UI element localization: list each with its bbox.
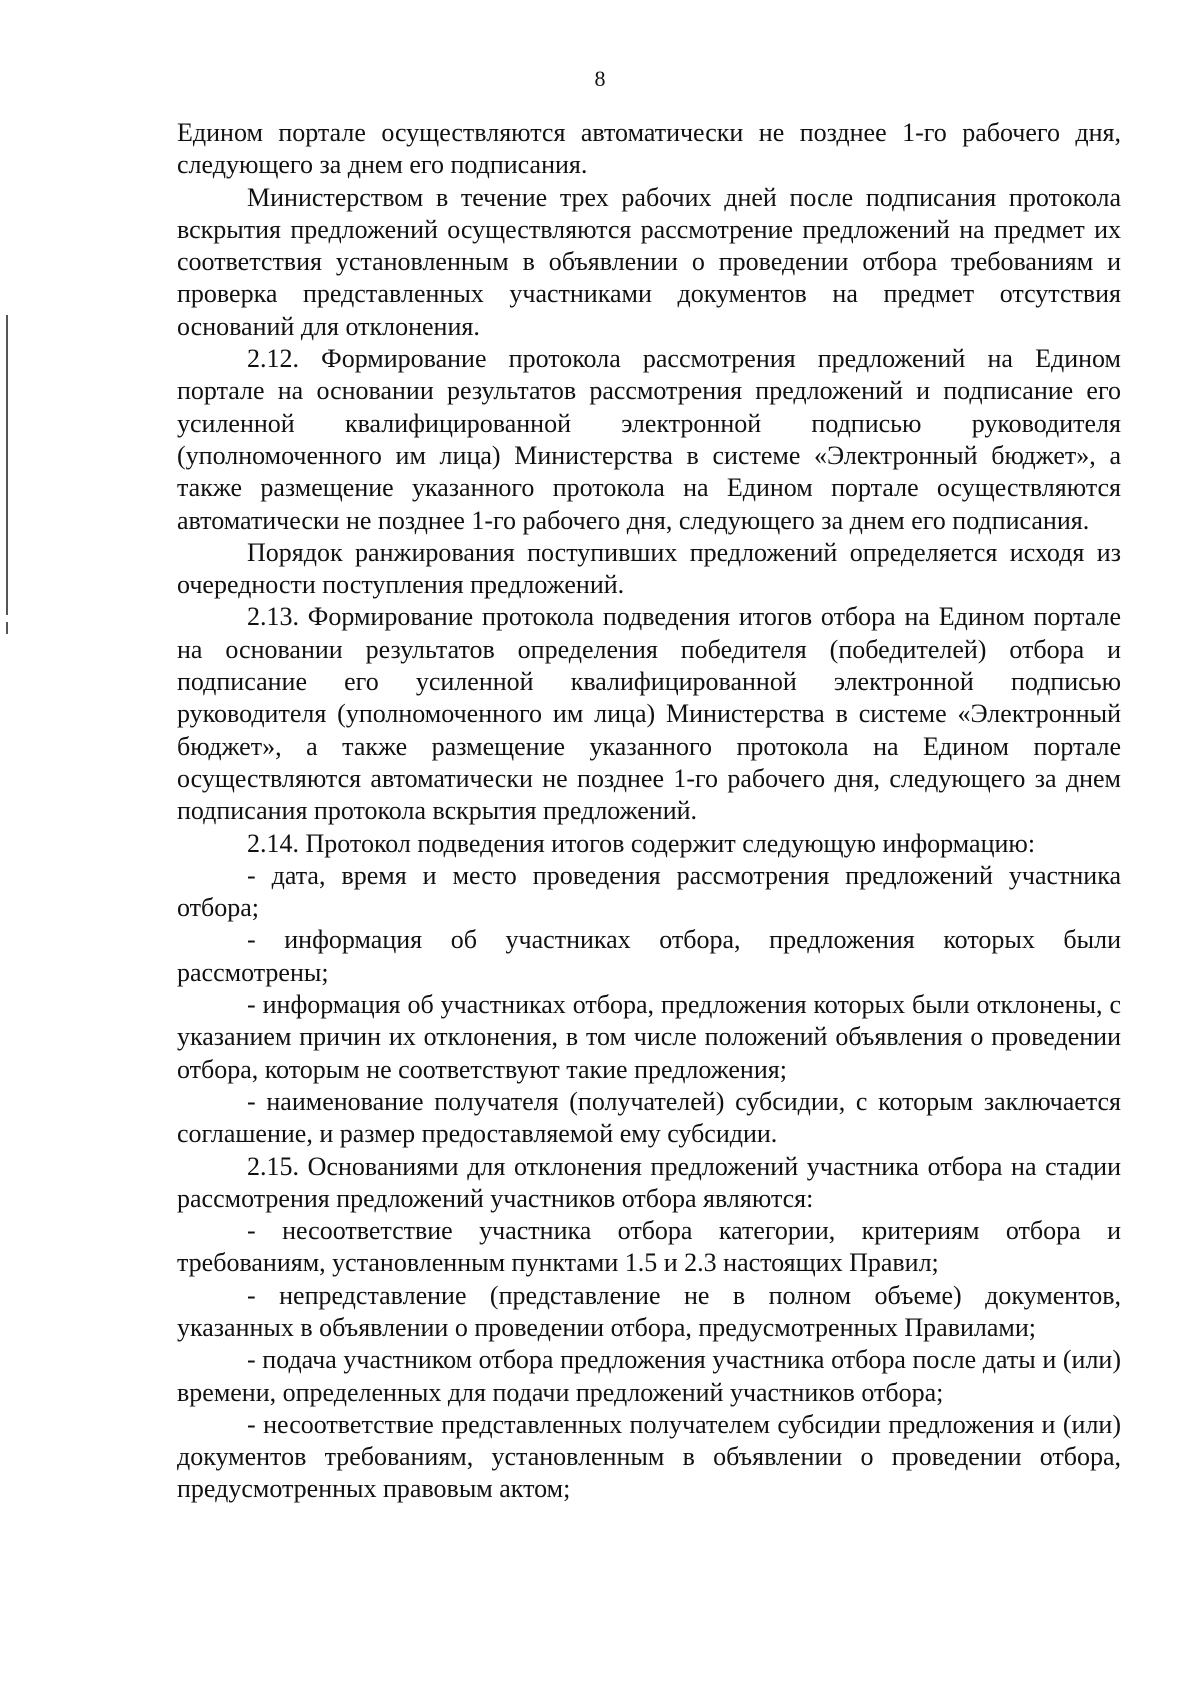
scan-margin-mark	[6, 622, 8, 634]
list-item: - несоответствие представленных получателем субсидии предложения и (или) документов требованиям, установленным в объявлении о проведении отбора, предусмотренных правовым актом;	[177, 1409, 1121, 1504]
list-item: - несоответствие участника отбора категории, критериям отбора и требованиям, установленным пунктами 1.5 и 2.3 настоящих Правил;	[177, 1216, 1121, 1278]
list-item: - наименование получателя (получателей) субсидии, с которым заключается соглашение, и размер предоставляемой ему субсидии.	[177, 1086, 1121, 1149]
paragraph: 2.15. Основаниями для отклонения предложений участника отбора на стадии рассмотрения предложений участников отбора являются:	[177, 1151, 1121, 1213]
paragraph: Едином портале осуществляются автоматически не позднее 1-го рабочего дня, следующего за днем его подписания.	[177, 118, 1121, 180]
list-item: - информация об участниках отбора, предложения которых были отклонены, с указанием причин их отклонения, в том числе положений объявления о проведении отбора, которым не соответствуют такие предложения;	[177, 990, 1121, 1084]
paragraph: Министерством в течение трех рабочих дней после подписания протокола вскрытия предложений осуществляются рассмотрение предложений на предмет их соответствия установленным в объявлении о проведении отбора требованиям и проверка представленных участниками документов на предмет отсутствия оснований для отклонения.	[177, 182, 1121, 341]
page-number: 8	[594, 66, 606, 91]
document-body	[177, 117, 1121, 1506]
list-item: - информация об участниках отбора, предложения которых были рассмотрены;	[177, 925, 1121, 987]
paragraph: 2.12. Формирование протокола рассмотрения предложений на Едином портале на основании результатов рассмотрения предложений и подписание его усиленной квалифицированной электронной подписью руководителя (уполномоченного им лица) Министерства в системе «Электронный бюджет», а также размещение указанного протокола на Едином портале осуществляются автоматически не позднее 1-го рабочего дня, следующего за днем его подписания.	[177, 344, 1121, 535]
paragraph: 2.14. Протокол подведения итогов содержит следующую информацию:	[247, 828, 1036, 858]
paragraph: Порядок ранжирования поступивших предложений определяется исходя из очередности поступления предложений.	[177, 537, 1121, 600]
list-item: - непредставление (представление не в полном объеме) документов, указанных в объявлении о проведении отбора, предусмотренных Правилами;	[177, 1280, 1121, 1342]
list-item: - подача участником отбора предложения участника отбора после даты и (или) времени, определенных для подачи предложений участников отбора;	[177, 1345, 1121, 1407]
paragraph: 2.13. Формирование протокола подведения итогов отбора на Едином портале на основании результатов определения победителя (победителей) отбора и подписание его усиленной квалифицированной электронной подписью руководителя (уполномоченного им лица) Министерства в системе «Электронный бюджет», а также размещение указанного протокола на Едином портале осуществляются автоматически не позднее 1-го рабочего дня, следующего за днем подписания протокола вскрытия предложений.	[177, 602, 1121, 826]
scan-margin-mark	[6, 315, 8, 615]
list-item: - дата, время и место проведения рассмотрения предложений участника отбора;	[177, 860, 1121, 923]
